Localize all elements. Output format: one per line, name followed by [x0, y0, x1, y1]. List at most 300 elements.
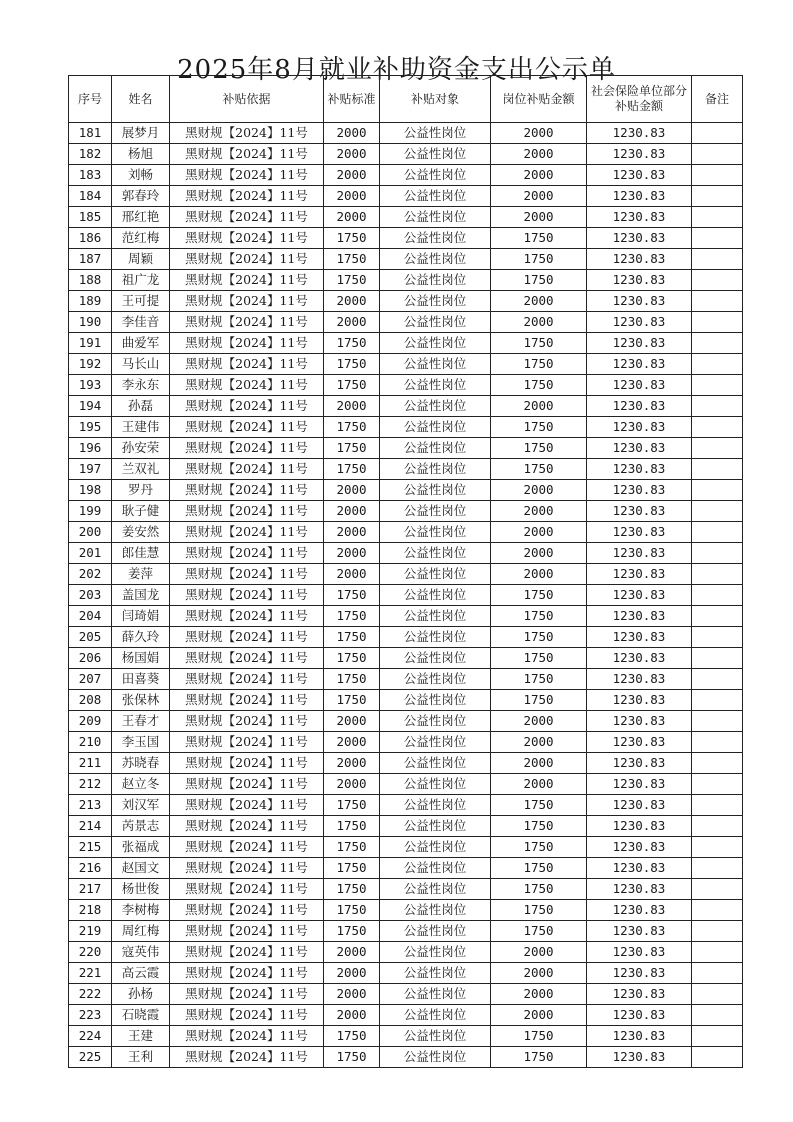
row-remark — [692, 438, 743, 459]
table-row — [69, 984, 743, 1005]
row-basis: 黑财规【2024】11号 — [170, 228, 324, 249]
row-name: 石晓霞 — [112, 1005, 170, 1026]
row-standard: 2000 — [324, 207, 380, 228]
row-number: 205 — [69, 627, 112, 648]
row-basis: 黑财规【2024】11号 — [170, 732, 324, 753]
row-post-amount: 1750 — [491, 333, 587, 354]
row-standard: 2000 — [324, 732, 380, 753]
row-standard: 1750 — [324, 669, 380, 690]
row-remark — [692, 144, 743, 165]
row-basis: 黑财规【2024】11号 — [170, 921, 324, 942]
row-target: 公益性岗位 — [380, 648, 491, 669]
row-number: 190 — [69, 312, 112, 333]
row-post-amount: 2000 — [491, 480, 587, 501]
row-target: 公益性岗位 — [380, 963, 491, 984]
row-target: 公益性岗位 — [380, 1026, 491, 1047]
row-basis: 黑财规【2024】11号 — [170, 753, 324, 774]
row-name: 芮景志 — [112, 816, 170, 837]
row-number: 187 — [69, 249, 112, 270]
row-standard: 1750 — [324, 417, 380, 438]
row-name: 王可提 — [112, 291, 170, 312]
row-standard: 1750 — [324, 879, 380, 900]
row-number: 199 — [69, 501, 112, 522]
row-target: 公益性岗位 — [380, 396, 491, 417]
table-row — [69, 438, 743, 459]
row-number: 206 — [69, 648, 112, 669]
row-name: 刘汉军 — [112, 795, 170, 816]
row-target: 公益性岗位 — [380, 984, 491, 1005]
row-name: 薛久玲 — [112, 627, 170, 648]
row-post-amount: 2000 — [491, 186, 587, 207]
row-target: 公益性岗位 — [380, 291, 491, 312]
row-post-amount: 1750 — [491, 921, 587, 942]
row-social-amount: 1230.83 — [587, 480, 692, 501]
row-post-amount: 2000 — [491, 942, 587, 963]
row-remark — [692, 816, 743, 837]
row-social-amount: 1230.83 — [587, 669, 692, 690]
row-name: 孙磊 — [112, 396, 170, 417]
table-row — [69, 501, 743, 522]
table-row — [69, 858, 743, 879]
row-basis: 黑财规【2024】11号 — [170, 123, 324, 144]
row-remark — [692, 396, 743, 417]
row-remark — [692, 123, 743, 144]
row-target: 公益性岗位 — [380, 543, 491, 564]
row-basis: 黑财规【2024】11号 — [170, 606, 324, 627]
row-basis: 黑财规【2024】11号 — [170, 984, 324, 1005]
row-social-amount: 1230.83 — [587, 207, 692, 228]
row-name: 孙安荣 — [112, 438, 170, 459]
row-name: 闫琦娟 — [112, 606, 170, 627]
row-number: 209 — [69, 711, 112, 732]
row-post-amount: 2000 — [491, 963, 587, 984]
row-number: 192 — [69, 354, 112, 375]
row-social-amount: 1230.83 — [587, 144, 692, 165]
row-number: 215 — [69, 837, 112, 858]
row-basis: 黑财规【2024】11号 — [170, 438, 324, 459]
row-name: 马长山 — [112, 354, 170, 375]
row-target: 公益性岗位 — [380, 690, 491, 711]
row-name: 王春才 — [112, 711, 170, 732]
row-standard: 2000 — [324, 501, 380, 522]
table-row — [69, 417, 743, 438]
row-number: 181 — [69, 123, 112, 144]
row-target: 公益性岗位 — [380, 564, 491, 585]
row-number: 210 — [69, 732, 112, 753]
row-remark — [692, 186, 743, 207]
row-target: 公益性岗位 — [380, 459, 491, 480]
row-standard: 2000 — [324, 123, 380, 144]
row-standard: 2000 — [324, 186, 380, 207]
row-standard: 1750 — [324, 648, 380, 669]
row-post-amount: 1750 — [491, 816, 587, 837]
row-basis: 黑财规【2024】11号 — [170, 837, 324, 858]
table-row — [69, 144, 743, 165]
row-target: 公益性岗位 — [380, 480, 491, 501]
row-name: 王建 — [112, 1026, 170, 1047]
row-basis: 黑财规【2024】11号 — [170, 375, 324, 396]
table-row — [69, 774, 743, 795]
row-remark — [692, 606, 743, 627]
table-row — [69, 522, 743, 543]
row-remark — [692, 1026, 743, 1047]
row-remark — [692, 459, 743, 480]
row-social-amount: 1230.83 — [587, 333, 692, 354]
row-name: 展梦月 — [112, 123, 170, 144]
row-post-amount: 2000 — [491, 543, 587, 564]
row-social-amount: 1230.83 — [587, 732, 692, 753]
row-post-amount: 2000 — [491, 207, 587, 228]
row-social-amount: 1230.83 — [587, 459, 692, 480]
row-remark — [692, 858, 743, 879]
row-standard: 2000 — [324, 942, 380, 963]
row-standard: 1750 — [324, 837, 380, 858]
row-post-amount: 2000 — [491, 753, 587, 774]
row-standard: 2000 — [324, 753, 380, 774]
row-standard: 1750 — [324, 270, 380, 291]
row-number: 191 — [69, 333, 112, 354]
row-social-amount: 1230.83 — [587, 1047, 692, 1068]
row-target: 公益性岗位 — [380, 123, 491, 144]
row-remark — [692, 354, 743, 375]
row-post-amount: 1750 — [491, 249, 587, 270]
row-social-amount: 1230.83 — [587, 564, 692, 585]
row-basis: 黑财规【2024】11号 — [170, 627, 324, 648]
row-standard: 2000 — [324, 165, 380, 186]
row-remark — [692, 900, 743, 921]
row-standard: 2000 — [324, 963, 380, 984]
row-basis: 黑财规【2024】11号 — [170, 312, 324, 333]
row-target: 公益性岗位 — [380, 312, 491, 333]
row-basis: 黑财规【2024】11号 — [170, 1047, 324, 1068]
row-target: 公益性岗位 — [380, 585, 491, 606]
row-post-amount: 1750 — [491, 648, 587, 669]
row-post-amount: 2000 — [491, 501, 587, 522]
row-name: 李玉国 — [112, 732, 170, 753]
row-basis: 黑财规【2024】11号 — [170, 207, 324, 228]
row-post-amount: 1750 — [491, 375, 587, 396]
row-social-amount: 1230.83 — [587, 690, 692, 711]
table-row — [69, 543, 743, 564]
row-social-amount: 1230.83 — [587, 627, 692, 648]
row-standard: 1750 — [324, 690, 380, 711]
row-standard: 2000 — [324, 984, 380, 1005]
row-remark — [692, 480, 743, 501]
table-row — [69, 123, 743, 144]
row-name: 寇英伟 — [112, 942, 170, 963]
row-number: 194 — [69, 396, 112, 417]
row-standard: 2000 — [324, 564, 380, 585]
row-basis: 黑财规【2024】11号 — [170, 165, 324, 186]
table-row — [69, 396, 743, 417]
row-number: 217 — [69, 879, 112, 900]
subsidy-table — [68, 75, 743, 1068]
row-basis: 黑财规【2024】11号 — [170, 711, 324, 732]
table-row — [69, 732, 743, 753]
row-target: 公益性岗位 — [380, 858, 491, 879]
row-name: 祖广龙 — [112, 270, 170, 291]
row-basis: 黑财规【2024】11号 — [170, 942, 324, 963]
row-number: 218 — [69, 900, 112, 921]
row-remark — [692, 522, 743, 543]
row-number: 201 — [69, 543, 112, 564]
row-target: 公益性岗位 — [380, 375, 491, 396]
table-row — [69, 333, 743, 354]
row-basis: 黑财规【2024】11号 — [170, 774, 324, 795]
row-number: 184 — [69, 186, 112, 207]
row-post-amount: 2000 — [491, 396, 587, 417]
row-social-amount: 1230.83 — [587, 774, 692, 795]
row-remark — [692, 963, 743, 984]
row-remark — [692, 984, 743, 1005]
row-basis: 黑财规【2024】11号 — [170, 291, 324, 312]
row-remark — [692, 417, 743, 438]
table-row — [69, 564, 743, 585]
row-number: 204 — [69, 606, 112, 627]
row-target: 公益性岗位 — [380, 333, 491, 354]
row-post-amount: 1750 — [491, 1047, 587, 1068]
row-remark — [692, 333, 743, 354]
row-post-amount: 1750 — [491, 354, 587, 375]
row-basis: 黑财规【2024】11号 — [170, 669, 324, 690]
row-target: 公益性岗位 — [380, 354, 491, 375]
row-target: 公益性岗位 — [380, 438, 491, 459]
row-social-amount: 1230.83 — [587, 900, 692, 921]
row-post-amount: 2000 — [491, 732, 587, 753]
row-name: 杨世俊 — [112, 879, 170, 900]
row-target: 公益性岗位 — [380, 795, 491, 816]
row-name: 王利 — [112, 1047, 170, 1068]
table-row — [69, 816, 743, 837]
row-post-amount: 2000 — [491, 564, 587, 585]
row-post-amount: 2000 — [491, 144, 587, 165]
row-basis: 黑财规【2024】11号 — [170, 690, 324, 711]
row-post-amount: 1750 — [491, 585, 587, 606]
row-target: 公益性岗位 — [380, 606, 491, 627]
row-target: 公益性岗位 — [380, 249, 491, 270]
row-number: 208 — [69, 690, 112, 711]
row-number: 183 — [69, 165, 112, 186]
header-name: 姓名 — [112, 76, 170, 123]
table-row — [69, 1026, 743, 1047]
row-basis: 黑财规【2024】11号 — [170, 1026, 324, 1047]
row-basis: 黑财规【2024】11号 — [170, 459, 324, 480]
row-name: 杨旭 — [112, 144, 170, 165]
row-social-amount: 1230.83 — [587, 1026, 692, 1047]
row-post-amount: 1750 — [491, 669, 587, 690]
row-target: 公益性岗位 — [380, 501, 491, 522]
row-name: 邢红艳 — [112, 207, 170, 228]
row-social-amount: 1230.83 — [587, 165, 692, 186]
row-standard: 1750 — [324, 438, 380, 459]
row-name: 姜安然 — [112, 522, 170, 543]
row-standard: 1750 — [324, 816, 380, 837]
row-basis: 黑财规【2024】11号 — [170, 270, 324, 291]
table-row — [69, 1047, 743, 1068]
row-target: 公益性岗位 — [380, 732, 491, 753]
table-row — [69, 207, 743, 228]
row-post-amount: 1750 — [491, 795, 587, 816]
row-target: 公益性岗位 — [380, 942, 491, 963]
table-row — [69, 837, 743, 858]
row-name: 兰双礼 — [112, 459, 170, 480]
row-social-amount: 1230.83 — [587, 795, 692, 816]
row-number: 197 — [69, 459, 112, 480]
row-social-amount: 1230.83 — [587, 606, 692, 627]
row-basis: 黑财规【2024】11号 — [170, 879, 324, 900]
row-number: 207 — [69, 669, 112, 690]
row-basis: 黑财规【2024】11号 — [170, 354, 324, 375]
row-remark — [692, 543, 743, 564]
row-standard: 2000 — [324, 1005, 380, 1026]
row-social-amount: 1230.83 — [587, 396, 692, 417]
row-remark — [692, 690, 743, 711]
row-social-amount: 1230.83 — [587, 711, 692, 732]
row-basis: 黑财规【2024】11号 — [170, 963, 324, 984]
row-number: 186 — [69, 228, 112, 249]
table-row — [69, 711, 743, 732]
row-social-amount: 1230.83 — [587, 816, 692, 837]
row-target: 公益性岗位 — [380, 669, 491, 690]
table-row — [69, 165, 743, 186]
row-target: 公益性岗位 — [380, 900, 491, 921]
row-basis: 黑财规【2024】11号 — [170, 417, 324, 438]
row-post-amount: 2000 — [491, 291, 587, 312]
row-number: 189 — [69, 291, 112, 312]
row-remark — [692, 1005, 743, 1026]
row-remark — [692, 669, 743, 690]
row-number: 224 — [69, 1026, 112, 1047]
row-post-amount: 1750 — [491, 438, 587, 459]
row-basis: 黑财规【2024】11号 — [170, 564, 324, 585]
row-standard: 1750 — [324, 858, 380, 879]
row-target: 公益性岗位 — [380, 627, 491, 648]
row-social-amount: 1230.83 — [587, 312, 692, 333]
row-standard: 1750 — [324, 1026, 380, 1047]
row-remark — [692, 501, 743, 522]
page-title: 2025年8月就业补助资金支出公示单 — [177, 55, 616, 86]
row-standard: 2000 — [324, 144, 380, 165]
row-number: 185 — [69, 207, 112, 228]
row-target: 公益性岗位 — [380, 228, 491, 249]
row-name: 苏晓春 — [112, 753, 170, 774]
row-standard: 1750 — [324, 606, 380, 627]
row-target: 公益性岗位 — [380, 837, 491, 858]
row-social-amount: 1230.83 — [587, 858, 692, 879]
row-target: 公益性岗位 — [380, 144, 491, 165]
row-basis: 黑财规【2024】11号 — [170, 501, 324, 522]
row-standard: 2000 — [324, 312, 380, 333]
row-number: 211 — [69, 753, 112, 774]
table-row — [69, 963, 743, 984]
row-standard: 2000 — [324, 396, 380, 417]
row-number: 193 — [69, 375, 112, 396]
table-row — [69, 648, 743, 669]
table-row — [69, 375, 743, 396]
table-row — [69, 690, 743, 711]
row-name: 杨国娟 — [112, 648, 170, 669]
row-remark — [692, 753, 743, 774]
row-standard: 2000 — [324, 543, 380, 564]
row-standard: 1750 — [324, 921, 380, 942]
row-standard: 1750 — [324, 900, 380, 921]
row-number: 219 — [69, 921, 112, 942]
row-name: 周红梅 — [112, 921, 170, 942]
row-number: 225 — [69, 1047, 112, 1068]
row-standard: 1750 — [324, 795, 380, 816]
row-post-amount: 1750 — [491, 228, 587, 249]
table-row — [69, 900, 743, 921]
table-row — [69, 921, 743, 942]
row-target: 公益性岗位 — [380, 522, 491, 543]
row-number: 221 — [69, 963, 112, 984]
row-social-amount: 1230.83 — [587, 438, 692, 459]
row-standard: 1750 — [324, 459, 380, 480]
table-row — [69, 669, 743, 690]
row-post-amount: 1750 — [491, 900, 587, 921]
row-social-amount: 1230.83 — [587, 753, 692, 774]
row-remark — [692, 627, 743, 648]
row-number: 222 — [69, 984, 112, 1005]
table-row — [69, 480, 743, 501]
row-post-amount: 1750 — [491, 627, 587, 648]
row-basis: 黑财规【2024】11号 — [170, 858, 324, 879]
row-name: 张福成 — [112, 837, 170, 858]
row-post-amount: 2000 — [491, 312, 587, 333]
row-social-amount: 1230.83 — [587, 228, 692, 249]
row-name: 张保林 — [112, 690, 170, 711]
row-basis: 黑财规【2024】11号 — [170, 396, 324, 417]
row-name: 赵国文 — [112, 858, 170, 879]
table-row — [69, 1005, 743, 1026]
row-target: 公益性岗位 — [380, 207, 491, 228]
row-remark — [692, 879, 743, 900]
row-remark — [692, 165, 743, 186]
row-remark — [692, 207, 743, 228]
table-row — [69, 627, 743, 648]
row-remark — [692, 375, 743, 396]
row-remark — [692, 711, 743, 732]
row-post-amount: 2000 — [491, 522, 587, 543]
row-target: 公益性岗位 — [380, 921, 491, 942]
row-standard: 2000 — [324, 711, 380, 732]
row-standard: 1750 — [324, 375, 380, 396]
row-basis: 黑财规【2024】11号 — [170, 648, 324, 669]
row-remark — [692, 585, 743, 606]
row-social-amount: 1230.83 — [587, 375, 692, 396]
table-row — [69, 354, 743, 375]
row-name: 赵立冬 — [112, 774, 170, 795]
row-name: 周颖 — [112, 249, 170, 270]
row-remark — [692, 774, 743, 795]
row-basis: 黑财规【2024】11号 — [170, 333, 324, 354]
row-name: 郎佳慧 — [112, 543, 170, 564]
row-target: 公益性岗位 — [380, 1047, 491, 1068]
header-post-amount: 岗位补贴金额 — [491, 76, 587, 123]
row-target: 公益性岗位 — [380, 1005, 491, 1026]
row-name: 王建伟 — [112, 417, 170, 438]
row-name: 李佳音 — [112, 312, 170, 333]
row-remark — [692, 564, 743, 585]
row-post-amount: 1750 — [491, 837, 587, 858]
row-social-amount: 1230.83 — [587, 543, 692, 564]
row-social-amount: 1230.83 — [587, 942, 692, 963]
row-social-amount: 1230.83 — [587, 291, 692, 312]
row-post-amount: 1750 — [491, 417, 587, 438]
row-number: 216 — [69, 858, 112, 879]
row-name: 田喜葵 — [112, 669, 170, 690]
row-standard: 1750 — [324, 249, 380, 270]
